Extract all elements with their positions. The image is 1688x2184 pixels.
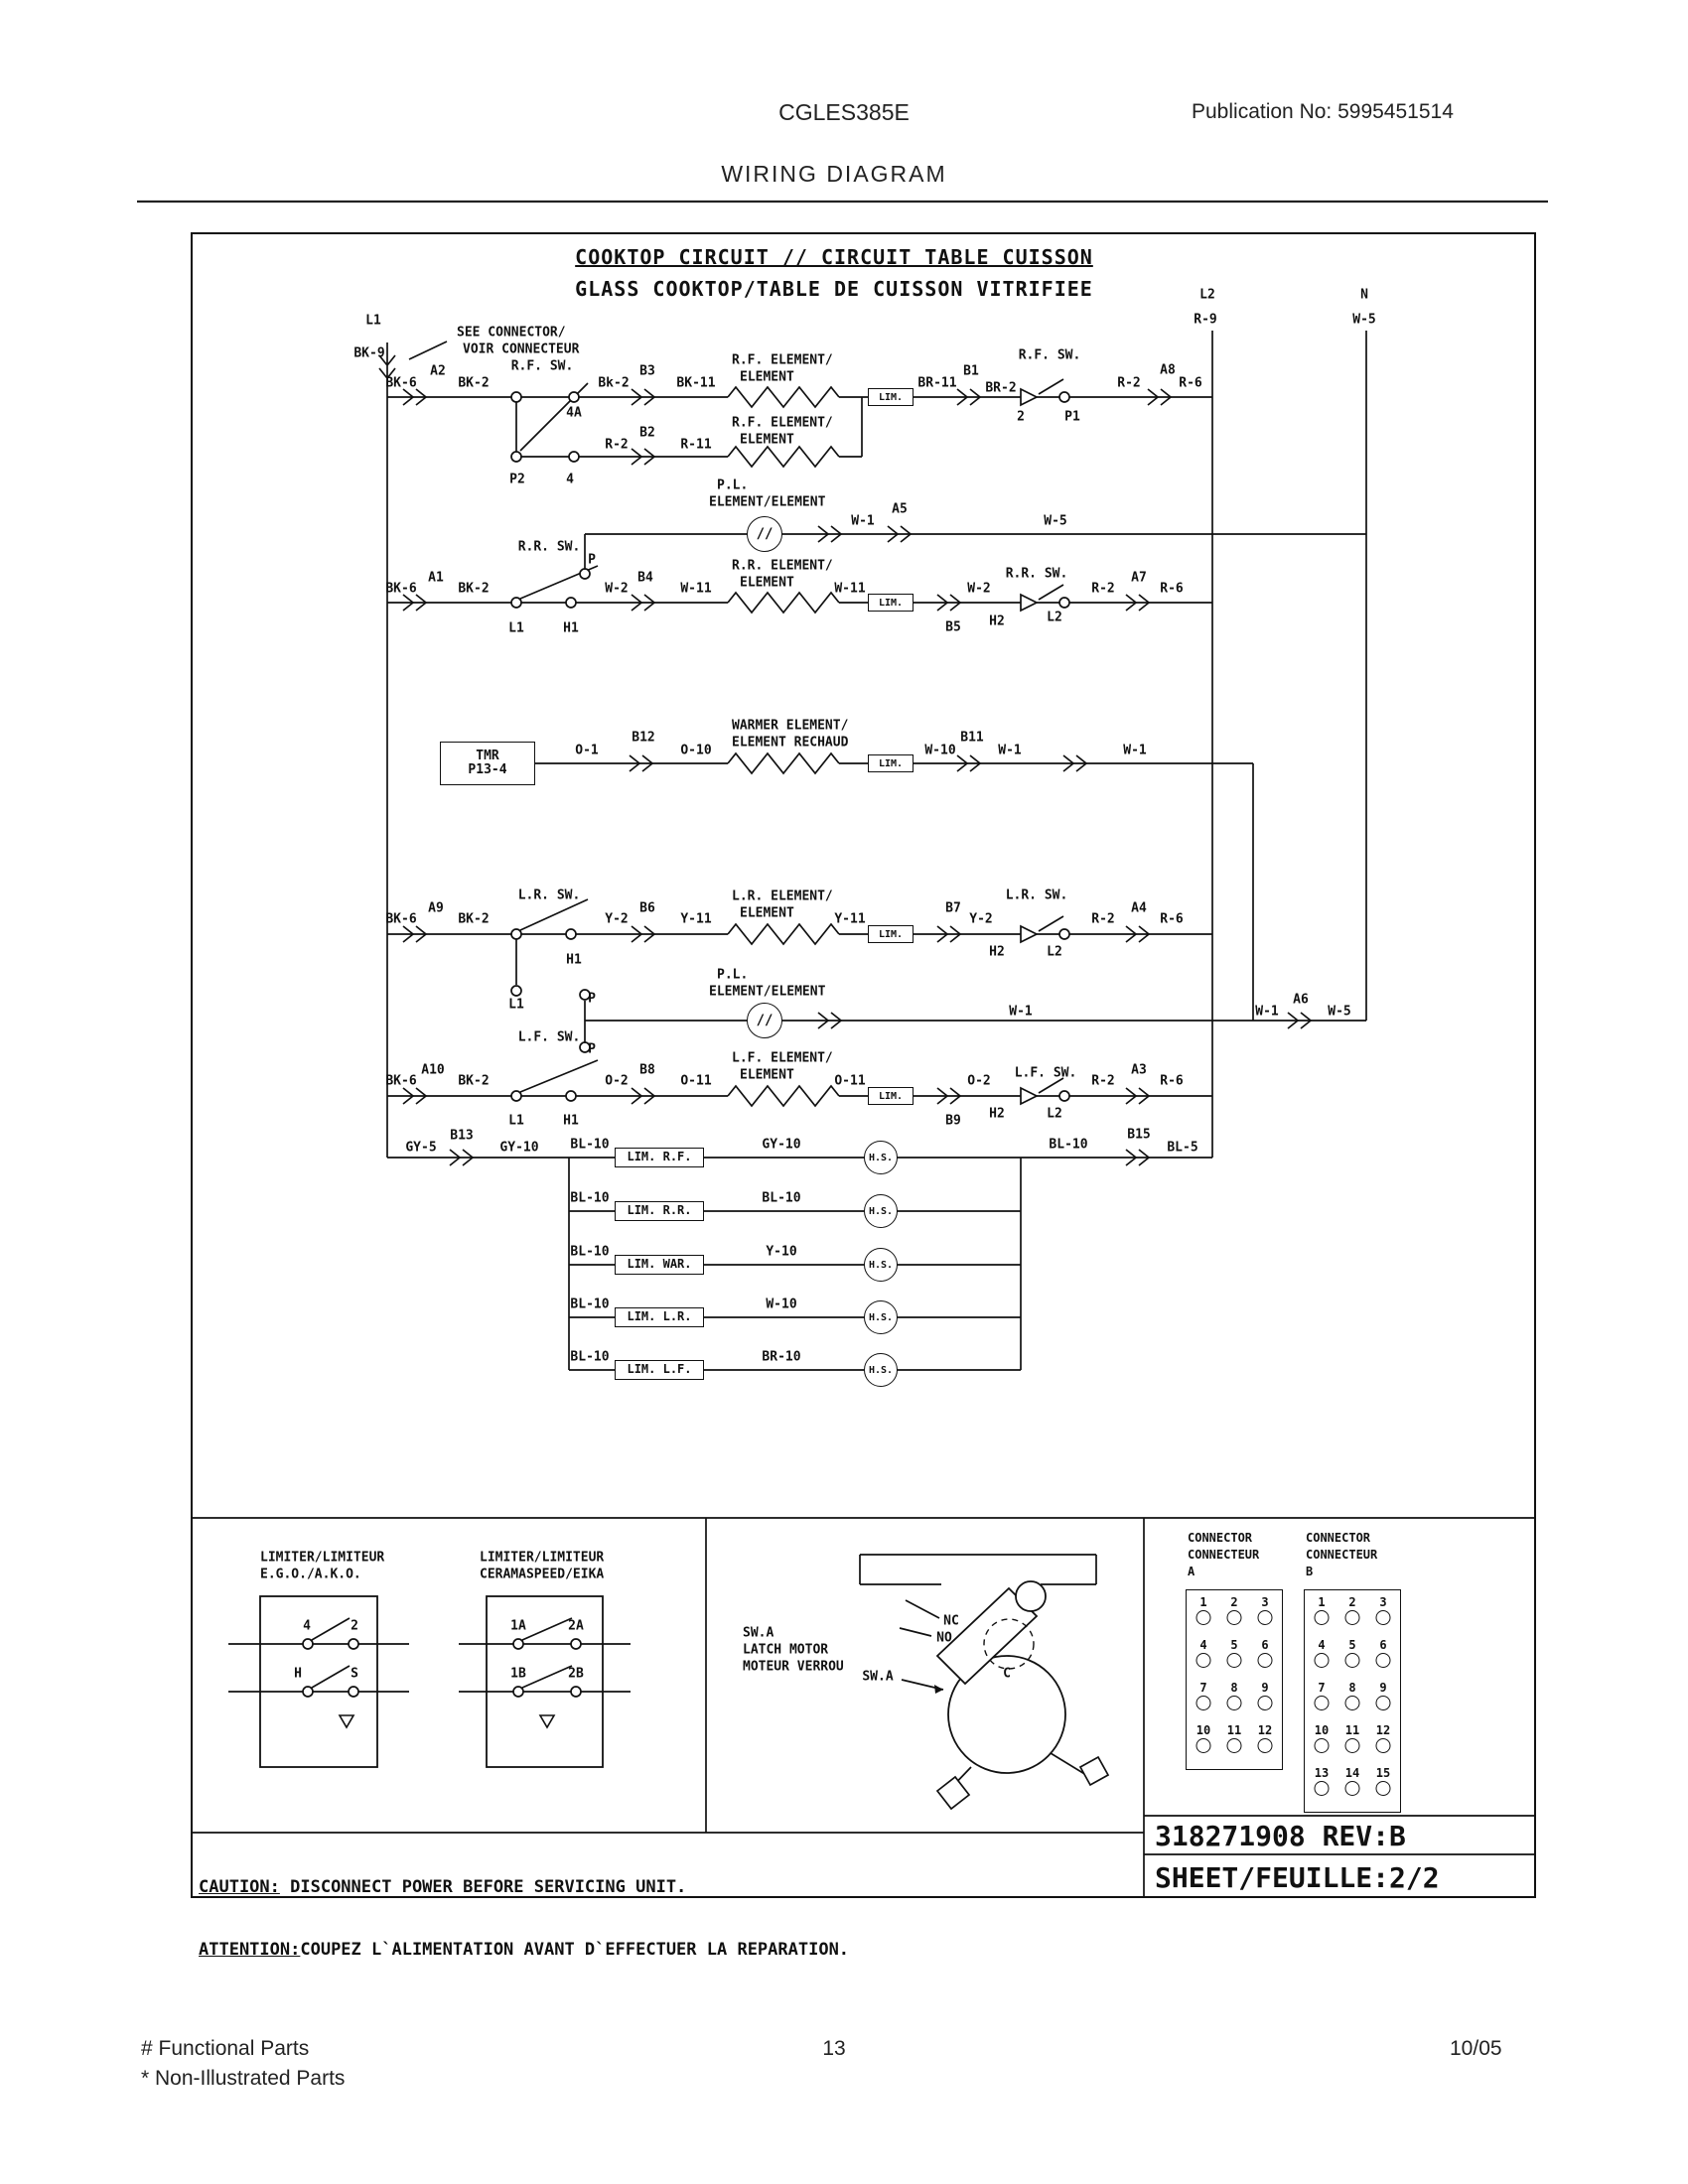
wire-label: L2 <box>1047 610 1062 625</box>
switch-contact <box>566 598 576 608</box>
pin-circle <box>1376 1696 1391 1710</box>
wire-label: P <box>588 1041 596 1057</box>
connector-title: A <box>1188 1565 1196 1578</box>
wire-label: H1 <box>563 1113 579 1129</box>
wire-label: 4 <box>303 1618 311 1634</box>
wire-label: BK-2 <box>458 375 490 391</box>
wire-label: A2 <box>430 363 446 379</box>
pin-number: 14 <box>1344 1766 1360 1780</box>
footer-non-illustrated-parts: * Non-Illustrated Parts <box>141 2067 346 2090</box>
switch-contact <box>571 1687 581 1697</box>
wire-label: SEE CONNECTOR/ <box>457 325 566 341</box>
wire-label: BL-10 <box>570 1349 610 1365</box>
pin-number: 9 <box>1379 1681 1387 1695</box>
pin-number: 3 <box>1261 1595 1269 1609</box>
heat-sensor-circle: H.S. <box>864 1248 898 1282</box>
wire-label: BL-10 <box>1049 1137 1088 1153</box>
wire-label: A9 <box>428 900 444 916</box>
limiter-lr-box: LIM. L.R. <box>615 1307 704 1327</box>
wire-label: R-6 <box>1160 581 1184 597</box>
wire-label: A6 <box>1293 992 1309 1008</box>
wire-label: A5 <box>892 501 908 517</box>
wire-label: Y-2 <box>969 911 993 927</box>
wire-label: ELEMENT/ELEMENT <box>709 494 826 510</box>
latch-motor-foot <box>1080 1757 1108 1785</box>
pin-circle <box>1258 1696 1273 1710</box>
heat-sensor-circle: H.S. <box>864 1300 898 1334</box>
pin-number: 5 <box>1348 1638 1356 1652</box>
limiter-box: LIM. <box>868 754 914 772</box>
switch-contact <box>513 1639 523 1649</box>
wire-label: S <box>351 1666 358 1682</box>
wire-label: W-10 <box>766 1297 797 1312</box>
pin-number: 11 <box>1226 1723 1242 1737</box>
pin-number: 8 <box>1230 1681 1238 1695</box>
caution-line-english: CAUTION: DISCONNECT POWER BEFORE SERVICING UNIT. <box>199 1877 687 1897</box>
inline-connector-chevron <box>403 389 1311 1165</box>
wire-label: B8 <box>639 1062 655 1078</box>
wire-label: ELEMENT <box>740 575 794 591</box>
wire-label: 2B <box>568 1666 584 1682</box>
pin-number: 2 <box>1230 1595 1238 1609</box>
wire-label: H2 <box>989 1106 1005 1122</box>
wire-label: W-1 <box>1255 1004 1279 1020</box>
wire-label: P <box>588 552 596 568</box>
wire-label: SW.A <box>862 1669 894 1685</box>
connector-title: B <box>1306 1565 1314 1578</box>
pin-circle <box>1258 1738 1273 1753</box>
heat-sensor-circle: H.S. <box>864 1353 898 1387</box>
wire-label: L2 <box>1199 287 1215 303</box>
wire-label: 2 <box>351 1618 358 1634</box>
footer-date: 10/05 <box>1450 2037 1502 2060</box>
wire-label: L.R. ELEMENT/ <box>732 888 833 904</box>
pin-number: 15 <box>1375 1766 1391 1780</box>
pin-circle <box>1345 1738 1360 1753</box>
wire-label: P1 <box>1064 409 1080 425</box>
switch-contact <box>569 392 579 402</box>
wire-label: W-11 <box>834 581 866 597</box>
sheet-number: SHEET/FEUILLE:2/2 <box>1155 1861 1440 1894</box>
wire-label: H2 <box>989 614 1005 629</box>
wire-label: R-6 <box>1160 1073 1184 1089</box>
wire-label: W-5 <box>1044 513 1067 529</box>
pin-circle <box>1315 1738 1330 1753</box>
wire-label: B12 <box>632 730 655 746</box>
connector-title: CONNECTOR <box>1188 1531 1253 1545</box>
switch-triangle-contact <box>1021 389 1037 405</box>
wire-label: Y-11 <box>834 911 866 927</box>
wire-label: BK-2 <box>458 581 490 597</box>
wire-label: BL-10 <box>570 1244 610 1260</box>
wire-label: B7 <box>945 900 961 916</box>
latch-motor-foot <box>937 1777 969 1809</box>
pin-number: 4 <box>1199 1638 1207 1652</box>
limiter-box: LIM. <box>868 1087 914 1105</box>
wire-label: BK-2 <box>458 1073 490 1089</box>
wire-label: R.R. SW. <box>517 539 581 555</box>
wire-label: R-2 <box>1091 911 1115 927</box>
wire-label: BK-11 <box>676 375 716 391</box>
wire-label: R.F. SW. <box>510 358 574 374</box>
wire-label: L1 <box>508 997 524 1013</box>
switch-contact <box>511 598 521 608</box>
connector-title: CONNECTEUR <box>1188 1548 1260 1562</box>
pin-circle <box>1376 1738 1391 1753</box>
wire-label: SW.A <box>743 1625 774 1641</box>
wire-label: Y-2 <box>605 911 629 927</box>
wire-label: LIMITER/LIMITEUR <box>260 1550 385 1566</box>
pin-circle <box>1345 1610 1360 1625</box>
latch-motor-pivot <box>1016 1581 1046 1611</box>
pin-number: 12 <box>1257 1723 1273 1737</box>
wire-label: BK-6 <box>385 1073 417 1089</box>
publication-number: Publication No: 5995451514 <box>1192 100 1454 123</box>
pin-number: 4 <box>1318 1638 1326 1652</box>
ceramaspeed-triangle-contact <box>540 1715 554 1727</box>
wire-label: L.R. SW. <box>1005 887 1068 903</box>
wire-label: A1 <box>428 570 444 586</box>
wire-label: A10 <box>421 1062 445 1078</box>
wire-label: CERAMASPEED/EIKA <box>480 1567 605 1582</box>
timer-box: TMR P13-4 <box>440 742 535 785</box>
wire-label: L2 <box>1047 944 1062 960</box>
pin-circle <box>1376 1653 1391 1668</box>
wire-label: LIMITER/LIMITEUR <box>480 1550 605 1566</box>
swa-arrowhead <box>934 1685 943 1694</box>
wire-label: BL-10 <box>570 1190 610 1206</box>
pin-number: 12 <box>1375 1723 1391 1737</box>
wire-label: O-11 <box>680 1073 712 1089</box>
switch-contact <box>580 569 590 579</box>
wire-label: Y-11 <box>680 911 712 927</box>
wire-label: MOTEUR VERROU <box>743 1659 844 1675</box>
pilot-lamp-circle: // <box>747 1003 782 1038</box>
pin-circle <box>1315 1610 1330 1625</box>
switch-contact <box>511 929 521 939</box>
wire-label: ELEMENT <box>740 905 794 921</box>
switch-contact <box>303 1687 313 1697</box>
wire-label: B3 <box>639 363 655 379</box>
wire-label: B11 <box>960 730 984 746</box>
wire-label: R-6 <box>1179 375 1202 391</box>
pin-circle <box>1376 1781 1391 1796</box>
wire-label: W-2 <box>967 581 991 597</box>
pilot-lamp-circle: // <box>747 516 782 552</box>
pin-circle <box>1315 1696 1330 1710</box>
pin-circle <box>1345 1781 1360 1796</box>
wire-label: O-2 <box>605 1073 629 1089</box>
pin-circle <box>1315 1653 1330 1668</box>
wire-label: O-1 <box>575 743 599 758</box>
switch-triangle-contact <box>1021 926 1037 942</box>
wire-label: P.L. <box>717 967 749 983</box>
wire-label: B1 <box>963 363 979 379</box>
wire-label: W-2 <box>605 581 629 597</box>
switch-contact <box>1059 1091 1069 1101</box>
wire-label: C <box>1003 1666 1011 1682</box>
diagram-title: COOKTOP CIRCUIT // CIRCUIT TABLE CUISSON <box>575 245 1093 269</box>
pin-number: 8 <box>1348 1681 1356 1695</box>
pin-circle <box>1345 1696 1360 1710</box>
limiter-rr-box: LIM. R.R. <box>615 1201 704 1221</box>
wire-label: R-11 <box>680 437 712 453</box>
wire-label: L2 <box>1047 1106 1062 1122</box>
page-number: 13 <box>822 2037 846 2060</box>
limiter-warmer-box: LIM. WAR. <box>615 1255 704 1275</box>
wire-label: P2 <box>509 472 525 487</box>
wire-label: L1 <box>508 620 524 636</box>
switch-contact <box>511 1091 521 1101</box>
wire-label: BK-6 <box>385 911 417 927</box>
wire-label: E.G.O./A.K.O. <box>260 1567 361 1582</box>
wire-label: B4 <box>637 570 653 586</box>
pin-number: 6 <box>1379 1638 1387 1652</box>
switch-contact <box>349 1639 358 1649</box>
pin-number: 1 <box>1199 1595 1207 1609</box>
wire-label: H1 <box>563 620 579 636</box>
wire-label: ELEMENT <box>740 432 794 448</box>
wire-label: 4A <box>566 405 582 421</box>
wire-label: B13 <box>450 1128 474 1144</box>
pin-number: 6 <box>1261 1638 1269 1652</box>
wire-label: R.F. ELEMENT/ <box>732 415 833 431</box>
wire-label: B6 <box>639 900 655 916</box>
switch-contact <box>511 452 521 462</box>
wire-label: B2 <box>639 425 655 441</box>
wire-label: O-10 <box>680 743 712 758</box>
wire-label: R-6 <box>1160 911 1184 927</box>
wire-label: NC <box>943 1613 959 1629</box>
wire-label: W-1 <box>851 513 875 529</box>
wire-label: ELEMENT RECHAUD <box>732 735 849 751</box>
pin-circle <box>1227 1653 1242 1668</box>
wire-label: W-11 <box>680 581 712 597</box>
wire-label: VOIR CONNECTEUR <box>463 341 580 357</box>
switch-contact <box>303 1639 313 1649</box>
wire-label: N <box>1360 287 1368 303</box>
wire-label: R.R. ELEMENT/ <box>732 558 833 574</box>
wire-label: R-2 <box>605 437 629 453</box>
limiter-lf-box: LIM. L.F. <box>615 1360 704 1380</box>
switch-contact <box>511 392 521 402</box>
wire-label: P <box>588 991 596 1007</box>
pin-number: 7 <box>1318 1681 1326 1695</box>
wire-label: P.L. <box>717 478 749 493</box>
pin-circle <box>1196 1696 1211 1710</box>
wire-label: ELEMENT <box>740 1067 794 1083</box>
pin-circle <box>1196 1653 1211 1668</box>
switch-contact <box>569 452 579 462</box>
pin-number: 3 <box>1379 1595 1387 1609</box>
heat-sensor-circle: H.S. <box>864 1141 898 1174</box>
pin-circle <box>1227 1696 1242 1710</box>
wire-label: W-1 <box>998 743 1022 758</box>
wire-label: NO <box>936 1630 952 1646</box>
caution-text <box>199 1836 849 2002</box>
switch-triangle-contact <box>1021 595 1037 611</box>
caution-line-french: ATTENTION:COUPEZ L`ALIMENTATION AVANT D`EFFECTUER LA REPARATION. <box>199 1940 850 1960</box>
wire-label: B5 <box>945 619 961 635</box>
wire-label: GY-10 <box>762 1137 801 1153</box>
wire-label: Y-10 <box>766 1244 797 1260</box>
wire-label: H <box>294 1666 302 1682</box>
switch-contact <box>1059 929 1069 939</box>
wire-label: BL-5 <box>1167 1140 1198 1156</box>
wire-label: W-10 <box>924 743 956 758</box>
wire-label: H2 <box>989 944 1005 960</box>
document-model-number: CGLES385E <box>778 99 910 125</box>
wire-label: W-5 <box>1328 1004 1351 1020</box>
heat-sensor-circle: H.S. <box>864 1194 898 1228</box>
wire-label: ELEMENT/ELEMENT <box>709 984 826 1000</box>
pin-circle <box>1345 1653 1360 1668</box>
wire-label: L.F. ELEMENT/ <box>732 1050 833 1066</box>
wire-label: BR-11 <box>917 375 957 391</box>
diagram-subtitle: GLASS COOKTOP/TABLE DE CUISSON VITRIFIEE <box>575 277 1093 301</box>
wire-label: BL-10 <box>570 1137 610 1153</box>
ego-limiter-box <box>260 1596 377 1767</box>
wire-label: R.R. SW. <box>1005 566 1068 582</box>
wire-label: 1A <box>510 1618 526 1634</box>
pin-number: 1 <box>1318 1595 1326 1609</box>
switch-contact <box>566 1091 576 1101</box>
wire-label: W-1 <box>1009 1004 1033 1020</box>
wire-label: O-2 <box>967 1073 991 1089</box>
wire-label: BR-10 <box>762 1349 801 1365</box>
wire-label: R-9 <box>1194 312 1217 328</box>
switch-contact <box>571 1639 581 1649</box>
wire-label: R-2 <box>1091 581 1115 597</box>
wire-label: BK-2 <box>458 911 490 927</box>
wire-label: L1 <box>365 313 381 329</box>
wire-label: GY-5 <box>405 1140 437 1156</box>
wire-label: BL-10 <box>762 1190 801 1206</box>
wire-label: O-11 <box>834 1073 866 1089</box>
wire-label: R-2 <box>1117 375 1141 391</box>
pin-circle <box>1258 1610 1273 1625</box>
pin-circle <box>1227 1610 1242 1625</box>
wire-label: R-2 <box>1091 1073 1115 1089</box>
switch-contact <box>349 1687 358 1697</box>
wire-label: BK-6 <box>385 581 417 597</box>
switch-triangle-contact <box>1021 1088 1037 1104</box>
wire-label: GY-10 <box>499 1140 539 1156</box>
ego-triangle-contact <box>340 1715 353 1727</box>
wire-label: ELEMENT <box>740 369 794 385</box>
wire-label: A7 <box>1131 570 1147 586</box>
wire-label: WARMER ELEMENT/ <box>732 718 849 734</box>
footer-functional-parts: # Functional Parts <box>141 2037 310 2060</box>
pin-number: 11 <box>1344 1723 1360 1737</box>
page-title: WIRING DIAGRAM <box>721 161 947 187</box>
switch-contact <box>1059 598 1069 608</box>
limiter-box: LIM. <box>868 388 914 406</box>
wire-label: L.R. SW. <box>517 887 581 903</box>
wire-label: BK-9 <box>353 345 385 361</box>
switch-contact <box>511 986 521 996</box>
wire-label: 1B <box>510 1666 526 1682</box>
wire-label: 2 <box>1017 409 1025 425</box>
pin-circle <box>1196 1610 1211 1625</box>
wire-label: 4 <box>566 472 574 487</box>
limiter-box: LIM. <box>868 925 914 943</box>
wire-label: B9 <box>945 1113 961 1129</box>
wire-label: W-1 <box>1123 743 1147 758</box>
wire-label: R.F. SW. <box>1018 347 1081 363</box>
pin-number: 2 <box>1348 1595 1356 1609</box>
wire-label: BR-2 <box>985 380 1017 396</box>
wire-label: A8 <box>1160 362 1176 378</box>
pin-number: 13 <box>1314 1766 1330 1780</box>
wire-label: Bk-2 <box>598 375 630 391</box>
pin-circle <box>1315 1781 1330 1796</box>
wire-label: BK-6 <box>385 375 417 391</box>
wire-label: H1 <box>566 952 582 968</box>
wire-label: A3 <box>1131 1062 1147 1078</box>
wire-label: LATCH MOTOR <box>743 1642 829 1658</box>
pin-number: 9 <box>1261 1681 1269 1695</box>
pin-circle <box>1258 1653 1273 1668</box>
wire-label: L.F. SW. <box>517 1029 581 1045</box>
pin-number: 7 <box>1199 1681 1207 1695</box>
ceramaspeed-limiter-box <box>487 1596 603 1767</box>
wire-label: L.F. SW. <box>1014 1065 1077 1081</box>
pin-number: 10 <box>1314 1723 1330 1737</box>
switch-contact <box>566 929 576 939</box>
switch-contact <box>1059 392 1069 402</box>
wire-label: W-5 <box>1352 312 1376 328</box>
wire-label: R.F. ELEMENT/ <box>732 352 833 368</box>
connector-title: CONNECTOR <box>1306 1531 1371 1545</box>
pin-circle <box>1196 1738 1211 1753</box>
limiter-rf-box: LIM. R.F. <box>615 1148 704 1167</box>
wire-label: B15 <box>1127 1127 1151 1143</box>
pin-circle <box>1376 1610 1391 1625</box>
wire-label: 2A <box>568 1618 584 1634</box>
limiter-box: LIM. <box>868 594 914 612</box>
switch-contact <box>513 1687 523 1697</box>
pin-circle <box>1227 1738 1242 1753</box>
connector-title: CONNECTEUR <box>1306 1548 1378 1562</box>
pin-number: 10 <box>1196 1723 1211 1737</box>
part-number: 318271908 REV:B <box>1155 1820 1406 1852</box>
wire-label: L1 <box>508 1113 524 1129</box>
wire-label: A4 <box>1131 900 1147 916</box>
wire-label: BL-10 <box>570 1297 610 1312</box>
pin-number: 5 <box>1230 1638 1238 1652</box>
